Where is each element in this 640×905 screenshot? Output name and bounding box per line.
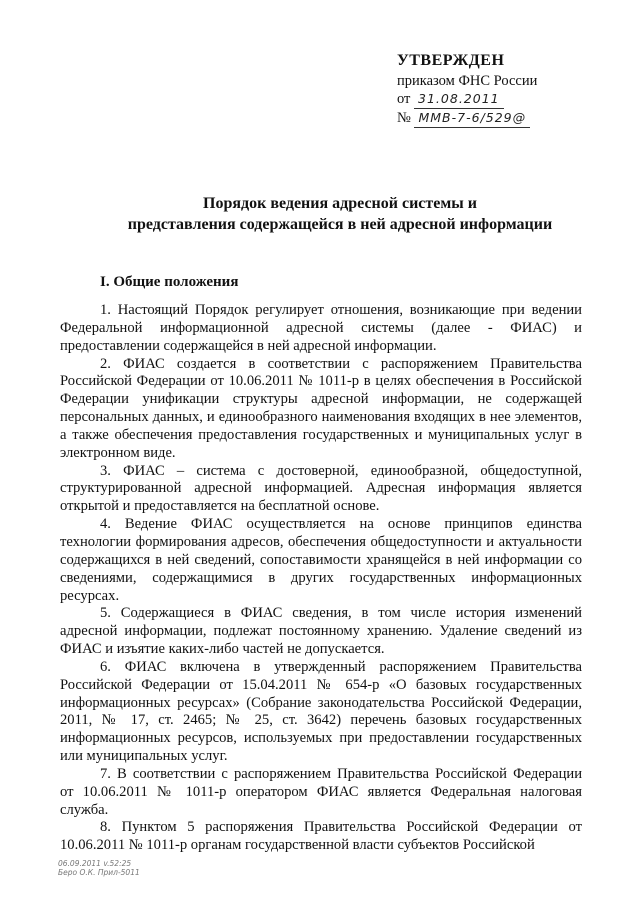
- paragraph-6: 6. ФИАС включена в утвержденный распоряжением Правительства Российской Федерации от 15.04.2011 № 654-р «О базовых государственных информационных ресурсах» (Собрание законодательства Российской Федерации, 2011, № 17, ст. 2465; № 25, ст. 3642) перечень базовых государственных информационных ресурсов, используемых при предоставлении государственных или муниципальных услуг.: [60, 658, 582, 765]
- approval-number-prefix: №: [397, 110, 411, 126]
- approval-number-line: [397, 109, 627, 128]
- paragraph-3: 3. ФИАС – система с достоверной, единообразной, общедоступной, структурированной адресной информацией. Адресная информация является открытой и предоставляется на бесплатной основе.: [60, 462, 582, 515]
- paragraph-2: 2. ФИАС создается в соответствии с распоряжением Правительства Российской Федерации от 10.06.2011 № 1011-р в целях обеспечения в Российской Федерации унификации структуры адресной информации, не содержащей персональных данных, и единообразного наименования входящих в нее элементов, а также обеспечения предоставления государственных и муниципальных услуг в электронном виде.: [60, 355, 582, 461]
- approval-number-handwritten: ММВ-7-6/529@: [414, 109, 530, 128]
- section-heading: I. Общие положения: [100, 274, 239, 290]
- document-title-line-2: представления содержащейся в ней адресной информации: [127, 216, 553, 233]
- paragraph-8: 8. Пунктом 5 распоряжения Правительства Российской Федерации от 10.06.2011 № 1011-р органам государственной власти субъектов Российской: [60, 819, 582, 854]
- document-body: [60, 302, 582, 855]
- paragraph-5: 5. Содержащиеся в ФИАС сведения, в том числе история изменений адресной информации, подлежат постоянному хранению. Удаление сведений из ФИАС и изъятие каких-либо частей не допускается.: [60, 605, 582, 658]
- document-title-line-1: Порядок ведения адресной системы и: [203, 195, 477, 212]
- approval-date-prefix: от: [397, 91, 411, 107]
- document-title: [70, 193, 610, 235]
- paragraph-1: 1. Настоящий Порядок регулирует отношения, возникающие при ведении Федеральной информационной адресной системы (далее - ФИАС) и предоставлении содержащейся в ней адресной информации.: [60, 302, 582, 354]
- paragraph-4: 4. Ведение ФИАС осуществляется на основе принципов единства технологии формирования адресов, обеспечения общедоступности и актуальности содержащихся в ней сведений, сопоставимости хранящейся в ней информации со сведениями, содержащимися в других государственных информационных ресурсах.: [60, 516, 582, 604]
- approval-heading: УТВЕРЖДЕН: [397, 52, 505, 69]
- footer-line-2: Беро О.К. Прил-5011: [58, 868, 140, 877]
- approval-date-handwritten: 31.08.2011: [414, 90, 504, 109]
- approval-order-line: приказом ФНС России: [397, 73, 538, 89]
- approval-stamp: [397, 52, 627, 128]
- paragraph-7: 7. В соответствии с распоряжением Правительства Российской Федерации от 10.06.2011 № 1011-р оператором ФИАС является Федеральная налоговая служба.: [60, 765, 582, 818]
- page-footer-note: [58, 859, 140, 877]
- approval-date-line: [397, 90, 627, 109]
- footer-line-1: 06.09.2011 v.52:25: [58, 859, 132, 868]
